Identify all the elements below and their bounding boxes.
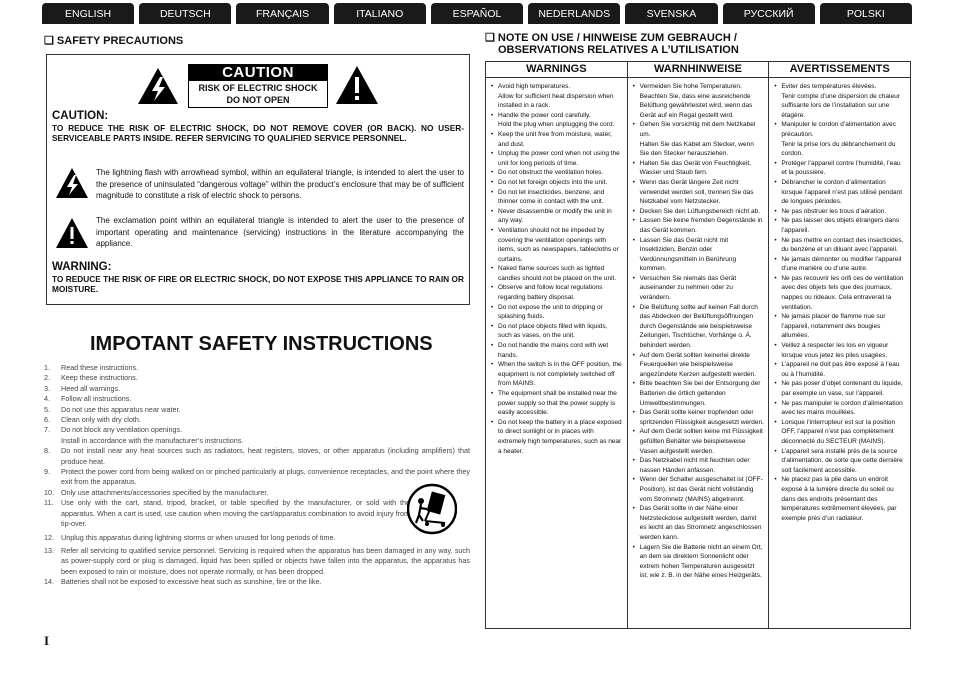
instruction-number: 4. [44,394,50,404]
bullet: • [491,130,494,138]
tab-english[interactable]: ENGLISH [42,3,134,24]
warning-item-text: Lorsque l’interrupteur est sur la position OFF, l’appareil n’est pas complètement déconnecté du SECTEUR (MAINS). [781,418,896,445]
warning-item-text: Ne pas laisser des objets étrangers dans l’appareil. [781,217,900,234]
bullet: • [491,390,494,397]
warning-item [632,82,765,92]
warning-item [490,303,623,322]
warning-item-text: Do not obstruct the ventilation holes. [498,169,604,177]
bullet: • [491,83,494,90]
warning-item-text: Das Gerät sollte in der Nähe einer Netzsteckdose aufgestellt werden, damit es leicht an das Stromnetz angeschlossen werden kann. [639,505,762,541]
warning-item [773,312,906,341]
warning-item-text: Avoid high temperatures. [498,83,571,90]
instruction-item [44,546,470,577]
warning-item-text: Do not let foreign objects into the unit. [498,178,608,186]
warning-item-text: Do not expose the unit to dripping or splashing fluids. [498,303,603,321]
warning-item [490,130,623,149]
warning-item-text: Unplug the power cord when not using the unit for long periods of time. [498,150,620,167]
warning-item-text: Wenn der Schalter ausgeschaltet ist (OFF-Position), ist das Gerät nicht vollständig vom Stromnetz (MAINS) abgetrennt. [639,476,763,503]
warning-item [632,274,765,303]
warnings-table [485,61,911,629]
warning-item-text: Versuchen Sie niemals das Gerät auseinander zu nehmen oder zu verändern. [639,274,737,302]
bullet: • [774,447,777,455]
bullet: • [632,178,635,186]
page-number: I [44,633,50,648]
bullet: • [632,457,635,465]
caution-subtitle-line1: RISK OF ELECTRIC SHOCK [198,83,318,93]
bullet: • [774,159,777,167]
warning-item-text: Do not keep the battery in a place exposed to direct sunlight or in places with extremely high temperatures, such as near a heater. [498,418,622,455]
warning-item [490,360,623,389]
bullet: • [632,303,635,311]
language-tabs [42,3,912,24]
warning-item-text: Gehen Sie vorsichtig mit dem Netzkabel um. [639,121,756,138]
note-heading-line1: ❑ NOTE ON USE / HINWEISE ZUM GEBRAUCH / [485,32,737,44]
warning-item [632,120,765,139]
bullet: • [774,217,777,225]
bullet: • [632,83,635,90]
exclamation-triangle-icon [55,217,89,249]
bullet: • [632,543,635,551]
bullet: • [774,236,777,244]
instruction-text: Keep these instructions. [61,373,138,383]
caution-subtitle-line2: DO NOT OPEN [226,95,290,105]
warning-item [773,178,906,207]
bullet: • [774,361,777,369]
warning-item [490,188,623,207]
lightning-triangle-icon [55,167,89,199]
instruction-item [44,577,470,587]
bullet: • [632,476,635,484]
caution-text: TO REDUCE THE RISK OF ELECTRIC SHOCK, DO NOT REMOVE COVER (OR BACK). NO USER-SERVICEABLE PARTS INSIDE. REFER SERVICING TO QUALIFIED SERVICE PERSONNEL. [52,123,464,143]
bullet: • [632,274,635,282]
instruction-text: Follow all instructions. [61,394,132,404]
warning-item-text: Observe and follow local regulations regarding battery disposal. [498,284,603,302]
warning-item [773,236,906,255]
warning-item-text: Das Netzkabel nicht mit feuchten oder nassen Händen anfassen. [639,457,750,474]
bullet: • [774,313,777,321]
bullet: • [491,342,494,350]
bullet: • [632,236,635,244]
warning-item-text: Protéger l’appareil contre l’humidité, l’eau et la poussière. [781,159,901,177]
warning-item-text: Do not handle the mains cord with wet hands. [498,342,609,359]
note-heading-line2: OBSERVATIONS RELATIVES A L’UTILISATION [498,44,739,56]
warning-item-text: Ventilation should not be impeded by covering the ventilation openings with items, such as newspapers, tablecloths or curtains. [498,226,619,263]
warning-item [632,504,765,542]
warning-item [490,226,623,264]
bullet: • [774,380,777,388]
warning-item-text: Lassen Sie keine fremden Gegenstände in das Gerät kommen. [639,217,763,234]
bullet: • [632,409,635,417]
warning-item [773,274,906,312]
column-header: WARNHINWEISE [628,62,769,78]
warning-item-text: Ne placez pas la pile dans un endroit exposé à la lumière directe du soleil ou dans des endroits présentant des températures extrêmement élevées, par exemple près d’un radiateur. [781,476,897,522]
warning-item [773,216,906,235]
warning-heading: WARNING: [52,261,112,273]
warning-item-text: Lassen Sie das Gerät nicht mit Insektiziden, Benzin oder Verdünnungsmitteln in Berührung kommen. [639,236,737,273]
bullet: • [491,284,494,292]
warning-item-text: The equipment shall be installed near the power supply so that the power supply is easily accessible. [498,390,617,417]
bullet: • [774,255,777,263]
instruction-number: 2. [44,373,50,383]
exclamation-triangle-icon [335,65,379,105]
warning-item-text: Débrancher le cordon d’alimentation lorsque l’appareil n’est pas utilisé pendant de longues périodes. [781,178,903,206]
tab-deutsch[interactable]: DEUTSCH [139,3,231,24]
bullet: • [632,428,635,436]
warning-item [773,379,906,398]
bullet: • [774,121,777,129]
warning-item [632,379,765,408]
bullet: • [632,159,635,167]
bullet: • [774,418,777,426]
warning-item-text: Veillez à respecter les lois en vigueur lorsque vous jetez les piles usagées. [781,342,889,359]
column-body [486,78,627,456]
instruction-item [44,415,470,425]
instruction-item [44,384,470,394]
warning-item [490,264,623,283]
bullet: • [632,121,635,129]
exclamation-description: The exclamation point within an equilateral triangle is intended to alert the user to the presence of important operating and maintenance (servicing) instructions in the literature accompanying the appliance. [96,216,464,248]
instruction-text: Refer all servicing to qualified service personnel. Servicing is required when the apparatus has been damaged in any way, such as power-supply cord or plug is damaged, liquid has been spilled or objects have fallen into the apparatus, the apparatus has been exposed to rain or moisture, does not operate normally, or has been dropped. [61,545,470,576]
warning-item [632,159,765,178]
instruction-number: 10. [44,487,54,497]
warning-item-text: Lagern Sie die Batterie nicht an einem Ort, an dem sie direktem Sonnenlicht oder extrem hohen Temperaturen ausgesetzt ist, wie z. B. in der Nähe eines Heizgeräts. [639,543,763,580]
warning-item [773,120,906,139]
warning-item-text: Ne jamais placer de flamme nue sur l’appareil, notamment des bougies allumées. [781,313,886,340]
bullet: • [491,226,494,234]
caution-box [46,54,470,305]
instructions-list [44,363,470,588]
bullet: • [491,178,494,186]
avertissements-column [769,62,910,628]
instruction-number: 13. [44,545,54,555]
instruction-number: 1. [44,363,50,372]
instruction-text: Only use attachments/accessories specified by the manufacturer. [61,487,269,497]
warning-item-text: Allow for sufficient heat dispersion when installed in a rack. [498,92,614,110]
bullet: • [491,322,494,330]
warning-text: TO REDUCE THE RISK OF FIRE OR ELECTRIC SHOCK, DO NOT EXPOSE THIS APPLIANCE TO RAIN OR MOISTURE. [52,274,464,294]
tab-svenska[interactable]: SVENSKA [625,3,717,24]
warning-item-text: Decken Sie den Lüftungsbereich nicht ab. [639,207,761,215]
warning-item [632,408,765,427]
warning-item [490,92,623,111]
instruction-text: Install in accordance with the manufacturer’s instructions. [61,435,244,445]
column-body [769,78,910,523]
bullet: • [491,418,494,426]
instruction-number [44,436,61,446]
instruction-text: Do not install near any heat sources such as radiators, heat registers, stoves, or other apparatus (including amplifiers) that produce heat. [61,446,470,466]
warning-item [490,120,623,130]
warning-item-text: Die Belüftung sollte auf keinen Fall durch das Abdecken der Belüftungsöffnungen durch Gegenstände wie beispielsweise Zeitungen, Tischtücher, Vorhänge o. Ä. behindert werden. [639,303,758,350]
instruction-item [44,405,470,415]
warning-item-text: Halten Sie das Kabel am Stecker, wenn Sie den Stecker herausziehen. [639,140,754,158]
warning-item [490,178,623,188]
instruction-item [44,373,470,383]
instruction-number: 6. [44,415,50,425]
bullet: • [774,342,777,350]
caution-banner-subtitle [188,81,328,108]
warning-item-text: When the switch is in the OFF position, the equipment is not completely switched off from MAINS. [498,361,622,388]
warning-item-text: Handle the power cord carefully. [498,111,591,119]
warning-item [773,92,906,121]
instruction-number: 11. [44,498,54,508]
warning-item-text: Ne pas mettre en contact des insecticides, du benzène et un diluant avec l’appareil. [781,236,904,254]
warning-item [490,82,623,92]
bullet: • [491,265,494,273]
column-body [628,78,769,581]
warning-item [490,322,623,341]
warning-item [773,418,906,447]
warning-item-text: Vermeiden Sie hohe Temperaturen. [639,83,742,90]
bullet: • [491,111,494,119]
instruction-text: Do not block any ventilation openings. [61,425,183,435]
warning-item-text: Auf dem Gerät sollten keinerlei direkte Feuerquellen wie beispielsweise angezündete Kerzen aufgestellt werden. [639,351,757,378]
warning-item-text: Tenir la prise lors du débranchement du cordon. [781,140,896,158]
warning-item [490,149,623,168]
instruction-number: 12. [44,532,54,542]
instruction-number: 8. [44,446,50,456]
warning-item-text: Manipuler le cordon d’alimentation avec précaution. [781,121,896,138]
cart-tipover-warning-icon [407,483,457,535]
warnhinweise-column [628,62,770,628]
caution-heading: CAUTION: [52,110,109,122]
instruction-number: 3. [44,383,50,393]
instruction-text: Do not use this apparatus near water. [61,404,181,414]
lightning-triangle-icon [137,67,179,105]
column-header: AVERTISSEMENTS [769,62,910,78]
instruction-item [44,394,470,404]
instruction-text: Unplug this apparatus during lightning storms or when unused for long periods of time. [61,532,336,542]
warning-item [632,543,765,581]
warning-item [773,360,906,379]
warning-item [632,456,765,475]
bullet: • [632,351,635,359]
instruction-item [44,436,470,446]
warning-item-text: Das Gerät sollte keiner tropfenden oder spritzenden Flüssigkeit ausgesetzt werden. [639,409,764,426]
instruction-text: Use only with the cart, stand, tripod, bracket, or table specified by the manufacturer, or sold with the apparatus. When a cart is used, use caution when moving the cart/apparatus combination to avoid injury from tip-over. [61,498,410,529]
warning-item [773,207,906,217]
tab-francais[interactable]: FRANÇAIS [236,3,328,24]
instruction-item [44,363,470,373]
instruction-item [44,446,470,467]
tab-russian[interactable]: РУССКИЙ [723,3,815,24]
bullet: • [774,207,777,215]
warning-item-text: Ne pas obstruer les trous d’aération. [781,207,887,215]
instruction-text: Batteries shall not be exposed to excessive heat such as sunshine, fire or the like. [61,577,322,587]
bullet: • [491,188,494,196]
tab-polski[interactable]: POLSKI [820,3,912,24]
lightning-description: The lightning flash with arrowhead symbol, within an equilateral triangle, is intended to alert the user to the presence of uninsulated “dangerous voltage” within the product’s enclosure that may be of sufficient magnitude to constitute a risk of electric shock to persons. [96,168,464,200]
tab-nederlands[interactable]: NEDERLANDS [528,3,620,24]
instruction-text: Heed all warnings. [61,383,121,393]
instructions-title: IMPOTANT SAFETY INSTRUCTIONS [90,333,433,355]
warning-item-text: L’appareil sera installé près de la source d’alimentation, de sorte que cette dernière soit facilement accessible. [781,447,903,474]
warning-item-text: Ne pas poser d’objet contenant du liquide, par exemple un vase, sur l’appareil. [781,380,903,397]
warning-item-text: Ne pas manipuler le cordon d’alimentation avec les mains mouillées. [781,399,903,417]
bullet: • [491,303,494,311]
warning-item-text: Beachten Sie, dass eine ausreichende Belüftung gewährleistet wird, wenn das Gerät auf ein Regal gestellt wird. [639,92,753,119]
warning-item [632,427,765,456]
warning-item [632,475,765,504]
warning-item [632,207,765,217]
warning-item [490,341,623,360]
warning-item [632,216,765,235]
warning-item [632,351,765,380]
column-header: WARNINGS [486,62,627,78]
warning-item [773,399,906,418]
warnings-column [486,62,628,628]
bullet: • [774,399,777,407]
note-on-use-heading [485,31,739,56]
warning-item-text: Naked flame sources such as lighted candles should not be placed on the unit. [498,265,617,282]
warning-item [490,207,623,226]
warning-item-text: Keep the unit free from moisture, water, and dust. [498,130,612,148]
bullet: • [774,178,777,186]
warning-item [632,178,765,207]
warning-item-text: Bitte beachten Sie bei der Entsorgung der Batterien die örtlich geltenden Umweltbestimmungen. [639,380,761,407]
bullet: • [632,380,635,388]
bullet: • [491,150,494,158]
warning-item [490,418,623,456]
warning-item-text: Ne pas recouvrir les orifi ces de ventilation avec des objets tels que des journaux, nappes ou rideaux. Cela entraverait la ventilation. [781,274,904,311]
instruction-text: Read these instructions. [61,363,139,372]
warning-item-text: Do not place objects filled with liquids, such as vases, on the unit. [498,322,608,340]
warning-item-text: Wenn das Gerät längere Zeit nicht verwendet werden soll, trennen Sie das Netzkabel vom Netzstecker. [639,178,754,206]
safety-precautions-heading: ❑ SAFETY PRECAUTIONS [44,35,184,47]
instruction-item [44,425,470,435]
warning-item [632,236,765,274]
warning-item-text: Hold the plug when unplugging the cord. [498,121,615,129]
warning-item [490,389,623,418]
warning-item [773,82,906,92]
bullet: • [774,274,777,282]
warning-item [490,111,623,121]
bullet: • [491,207,494,215]
instruction-text: Protect the power cord from being walked on or pinched particularly at plugs, convenience receptacles, and the point where they exit from the apparatus. [61,467,470,487]
warning-item-text: Tenir compte d’une dispersion de chaleur suffisante lors de l’installation sur une étagère. [781,92,900,119]
caution-banner [188,64,328,108]
tab-espanol[interactable]: ESPAÑOL [431,3,523,24]
warning-item [773,255,906,274]
warning-item-text: Ne jamais démonter ou modifier l’appareil d’une manière ou d’une autre. [781,255,902,273]
warning-item [773,159,906,178]
warning-item-text: Do not let insecticides, benzene, and thinner come in contact with the unit. [498,188,605,206]
warning-item-text: Auf dem Gerät sollten keine mit Flüssigkeit gefüllten Behälter wie beispielsweise Vasen aufgestellt werden. [639,428,763,455]
bullet: • [632,505,635,513]
instruction-number: 5. [44,404,50,414]
instruction-number: 7. [44,425,50,435]
instruction-text: Clean only with dry cloth. [61,415,141,425]
caution-banner-title: CAUTION [188,64,328,81]
warning-item-text: Never disassemble or modify the unit in any way. [498,207,612,225]
bullet: • [632,207,635,215]
instruction-number: 9. [44,467,50,477]
instruction-number: 14. [44,577,54,587]
bullet: • [491,169,494,177]
warning-item [490,283,623,302]
warning-item-text: Halten Sie das Gerät von Feuchtigkeit, Wasser und Staub fern. [639,159,751,177]
warning-item [773,341,906,360]
bullet: • [632,217,635,225]
warning-item-text: Eviter des températures élevées. [781,83,877,90]
warning-item [490,168,623,178]
warning-item [632,92,765,121]
warning-item [632,140,765,159]
warning-item-text: L’appareil ne doit pas être exposé à l’eau ou à l’humidité. [781,361,900,378]
tab-italiano[interactable]: ITALIANO [334,3,426,24]
warning-item [632,303,765,351]
bullet: • [774,476,777,484]
warning-item [773,140,906,159]
warning-item [773,447,906,476]
bullet: • [491,361,494,369]
warning-item [773,475,906,523]
bullet: • [774,83,777,90]
